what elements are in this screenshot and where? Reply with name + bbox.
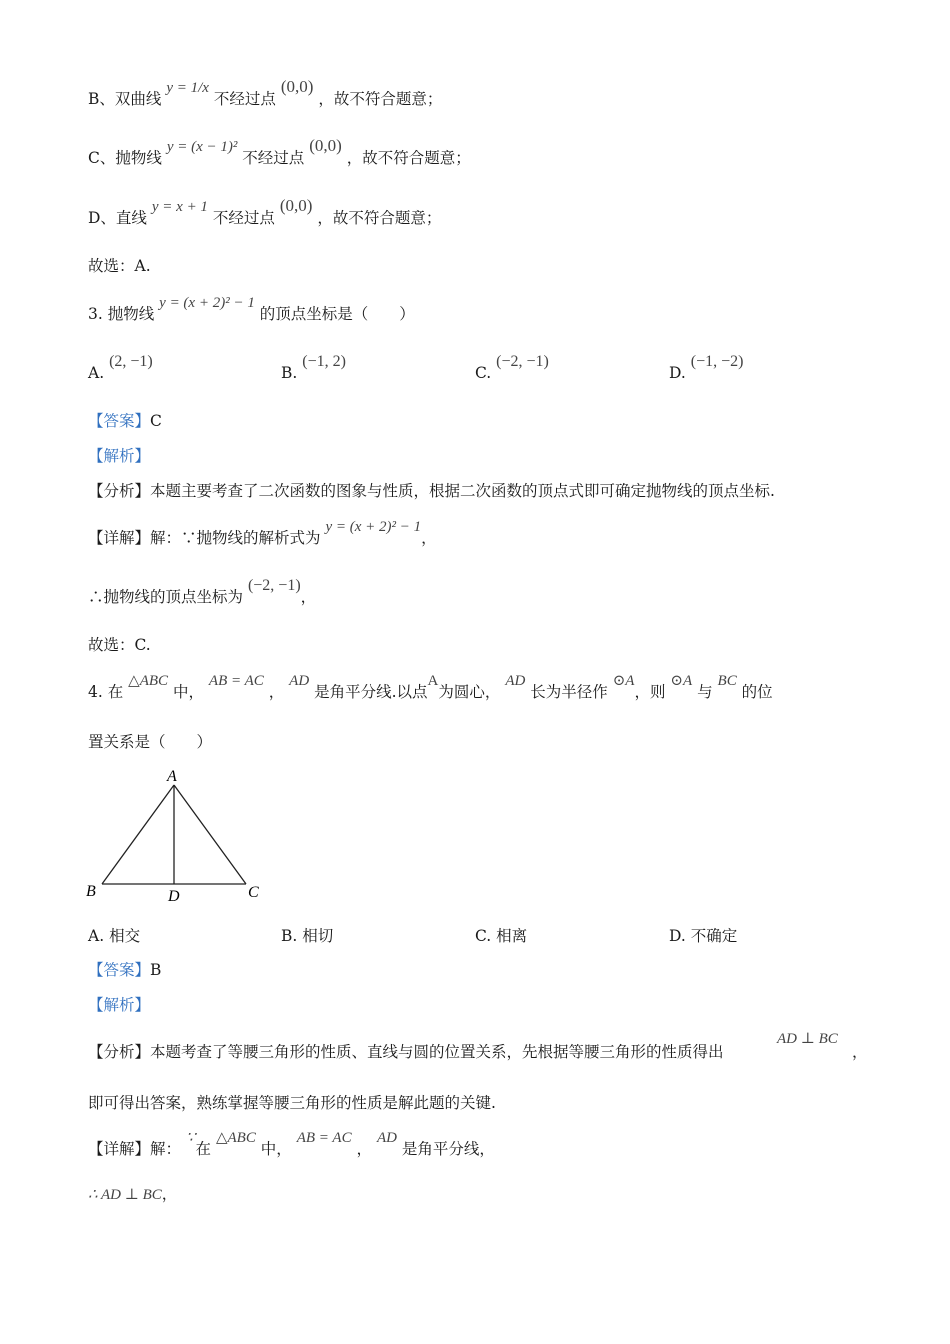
q3-answer: 【答案】C bbox=[88, 412, 162, 430]
side-ab bbox=[102, 785, 174, 884]
q4-fenxi-2: 即可得出答案，熟练掌握等腰三角形的性质是解此题的关键. bbox=[88, 1094, 496, 1112]
q4-option-a: A. 相交 bbox=[88, 927, 141, 945]
hyperbola-formula: y = 1/x bbox=[166, 80, 209, 96]
q4-detail-1: 【详解】解： ∵在 △ABC 中， AB = AC ， AD 是角平分线， bbox=[88, 1130, 495, 1158]
q2-conclusion: 故选：A. bbox=[88, 257, 151, 275]
q2-option-c-explanation: C、抛物线 y = (x − 1)² 不经过点 (0,0) ，故不符合题意； bbox=[88, 136, 471, 167]
q2-option-d-explanation: D、直线 y = x + 1 不经过点 (0,0) ，故不符合题意； bbox=[88, 196, 442, 227]
q4-stem-line2: 置关系是（ ） bbox=[88, 733, 213, 751]
q4-stem-line1: 4. 在 △ABC 中， AB = AC ， AD 是角平分线.以点A为圆心， AD 长为半径作 ⊙A，则 ⊙A 与 BC 的位 bbox=[88, 673, 773, 701]
triangle-figure bbox=[80, 765, 280, 905]
q3-option-c: C. (−2, −1) bbox=[475, 353, 549, 382]
q3-detail-1: 【详解】解：∵抛物线的解析式为 y = (x + 2)² − 1， bbox=[88, 519, 437, 547]
q4-analysis-tag: 【解析】 bbox=[88, 996, 151, 1014]
label-b: B bbox=[86, 883, 96, 900]
answer-tag: 【答案】 bbox=[88, 412, 151, 430]
q3-stem: 3. 抛物线 y = (x + 2)² − 1 的顶点坐标是（ ） bbox=[88, 295, 415, 323]
q3-option-b: B. (−1, 2) bbox=[281, 353, 346, 382]
q4-option-b: B. 相切 bbox=[281, 927, 334, 945]
parabola-formula: y = (x − 1)² bbox=[166, 139, 238, 155]
q3-analysis-tag: 【解析】 bbox=[88, 447, 151, 465]
q4-fenxi-1-end: ， bbox=[852, 1043, 868, 1061]
q4-option-d: D. 不确定 bbox=[669, 927, 738, 945]
q4-answer: 【答案】B bbox=[88, 961, 162, 979]
label-c: C bbox=[248, 884, 259, 901]
q3-option-a: A. (2, −1) bbox=[88, 353, 153, 382]
line-formula: y = x + 1 bbox=[151, 199, 208, 215]
q3-option-d: D. (−1, −2) bbox=[669, 353, 744, 382]
q4-option-c: C. 相离 bbox=[475, 927, 528, 945]
q3-conclusion: 故选：C. bbox=[88, 636, 151, 654]
q4-fenxi-1-math: AD ⊥ BC bbox=[777, 1031, 838, 1047]
q3-fenxi: 【分析】本题主要考查了二次函数的图象与性质，根据二次函数的顶点式即可确定抛物线的顶点坐标. bbox=[88, 482, 775, 500]
q4-detail-2: ∴ AD ⊥ BC， bbox=[88, 1185, 178, 1203]
q4-fenxi-1: 【分析】本题考查了等腰三角形的性质、直线与圆的位置关系，先根据等腰三角形的性质得出 bbox=[88, 1043, 724, 1061]
q3-detail-2: ∴抛物线的顶点坐标为 (−2, −1)， bbox=[88, 577, 317, 606]
q2-option-b-explanation: B、双曲线 y = 1/x 不经过点 (0,0) ，故不符合题意； bbox=[88, 77, 443, 108]
label-d: D bbox=[168, 888, 180, 905]
label-a: A bbox=[167, 768, 177, 785]
side-ac bbox=[174, 785, 246, 884]
